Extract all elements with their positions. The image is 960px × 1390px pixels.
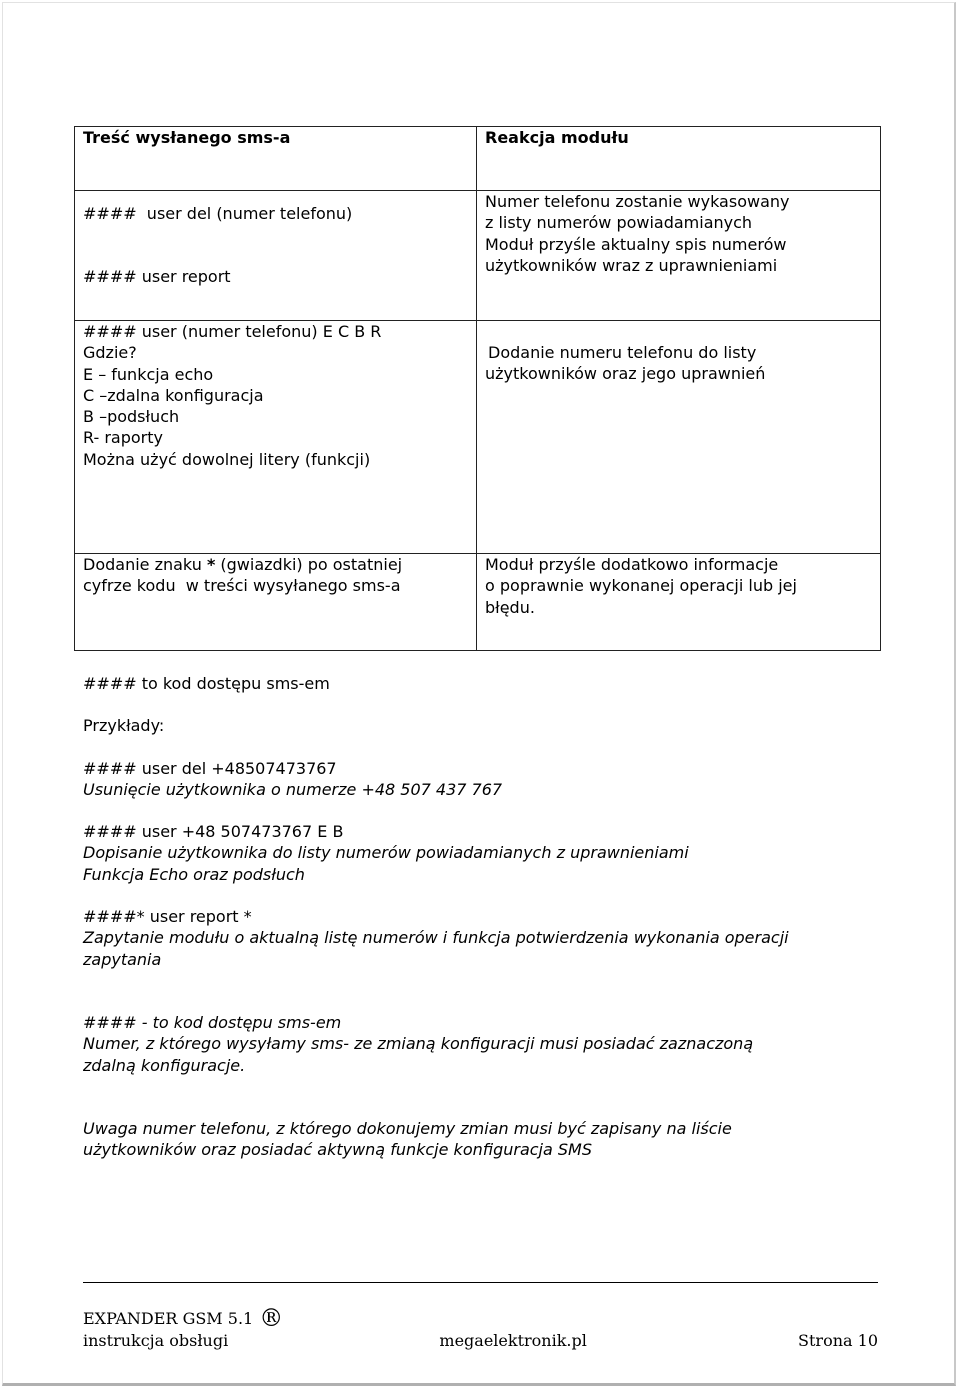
row3-sms-line: Dodanie znaku * (gwiazdki) po ostatniej [83,555,403,574]
row2-reaction-line: Dodanie numeru telefonu do listy [488,343,757,362]
row2-reaction-line: użytkowników oraz jego uprawnień [485,364,766,384]
example2-command: #### user +48 507473767 E B [83,822,344,842]
example1-description: Usunięcie użytkownika o numerze +48 507 437 767 [83,779,503,799]
table-header-row [75,127,881,191]
row2-sms-line: Gdzie? [83,343,137,363]
row2-sms-line: B –podsłuch [83,407,180,427]
warning-note: użytkowników oraz posiadać aktywną funkcje konfiguracja SMS [83,1140,593,1160]
access-code-note: zdalną konfiguracje. [83,1055,246,1075]
row1-reaction-line: z listy numerów powiadamianych [485,213,753,233]
row3-reaction-line: Moduł przyśle dodatkowo informacje [485,555,779,574]
row2-sms-line: #### user (numer telefonu) E C B R [83,322,382,341]
example2-description: Funkcja Echo oraz podsłuch [83,864,305,884]
warning-note: Uwaga numer telefonu, z którego dokonujemy zmian musi być zapisany na liście [83,1118,732,1138]
row1-cmd-del: #### user del (numer telefonu) [83,204,353,223]
access-code-note: #### - to kod dostępu sms-em [83,1012,342,1032]
row1-cmd-report: #### user report [83,267,231,287]
row3-reaction-line: błędu. [485,597,535,617]
asterisk-mark: * [206,555,216,574]
row2-sms-cell [75,321,477,554]
row3-reaction-cell [477,554,881,651]
page-number: Strona 10 [798,1331,878,1350]
row2-reaction-cell [477,321,881,554]
example2-description: Dopisanie użytkownika do listy numerów powiadamianych z uprawnieniami [83,843,689,863]
example3-command: ####* user report * [83,907,252,927]
row1-reaction-cell [477,191,881,321]
row1-reaction-line: Moduł przyśle aktualny spis numerów [485,234,787,254]
sms-command-table [74,126,881,651]
row2-sms-line: R- raporty [83,428,163,448]
footer-divider [83,1282,878,1283]
product-name: EXPANDER GSM 5.1 [83,1309,254,1328]
header-sms-content: Treść wysłanego sms-a [75,127,477,191]
example1-command: #### user del +48507473767 [83,758,337,778]
header-module-reaction: Reakcja modułu [477,127,881,191]
website-link[interactable]: megaelektronik.pl [439,1331,587,1350]
row2-sms-line: E – funkcja echo [83,364,214,384]
registered-mark-icon: ® [259,1304,284,1332]
row1-sms-cell [75,191,477,321]
row3-sms-cell [75,554,477,651]
row3-sms-line: cyfrze kodu w treści wysyłanego sms-a [83,576,401,596]
examples-label: Przykłady: [83,716,165,736]
instructions-body [83,673,883,1160]
manual-label: instrukcja obsługi [83,1331,229,1350]
example3-description: zapytania [83,949,162,969]
table-row [75,191,881,321]
row1-reaction-line: użytkowników wraz z uprawnieniami [485,255,778,275]
table-row [75,554,881,651]
row2-sms-line: Można użyć dowolnej litery (funkcji) [83,449,371,469]
row3-reaction-line: o poprawnie wykonanej operacji lub jej [485,576,797,596]
code-note: #### to kod dostępu sms-em [83,674,330,693]
page-footer [83,1304,878,1352]
access-code-note: Numer, z którego wysyłamy sms- ze zmianą konfiguracji musi posiadać zaznaczoną [83,1034,754,1054]
table-row [75,321,881,554]
row2-sms-line: C –zdalna konfiguracja [83,385,264,405]
example3-description: Zapytanie modułu o aktualną listę numerów i funkcja potwierdzenia wykonania operacji [83,928,789,948]
row1-reaction-line: Numer telefonu zostanie wykasowany [485,192,790,211]
